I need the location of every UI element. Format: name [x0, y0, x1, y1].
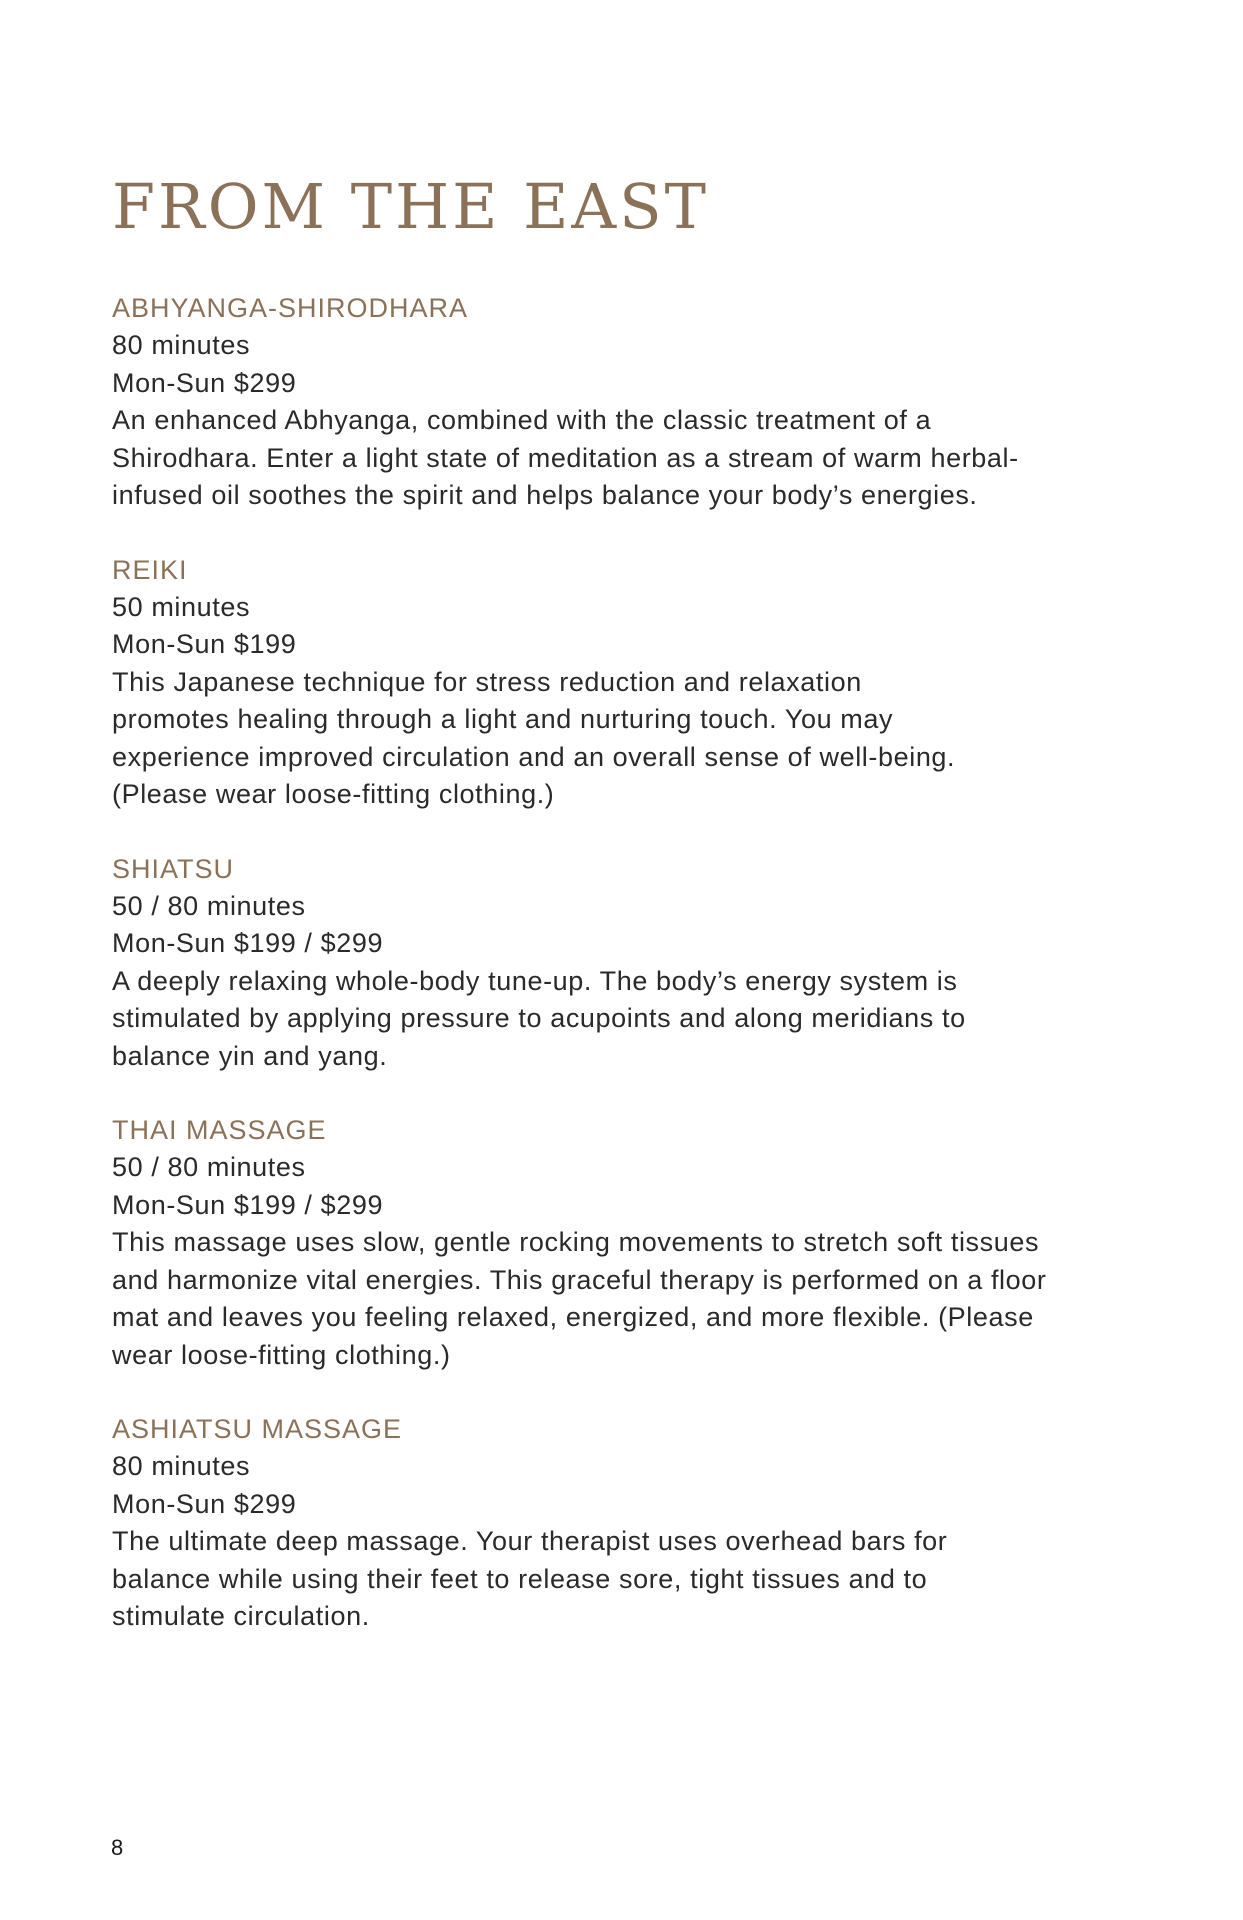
services-list	[112, 290, 1122, 1636]
description-line: Shirodhara. Enter a light state of meditation as a stream of warm herbal-	[112, 442, 1019, 473]
description-line: A deeply relaxing whole-body tune-up. The body’s energy system is	[112, 965, 958, 996]
description-line: mat and leaves you feeling relaxed, energized, and more flexible. (Please	[112, 1302, 1034, 1332]
service-price: Mon-Sun $199	[112, 629, 297, 659]
service-duration: 80 minutes	[112, 330, 251, 360]
service-abhyanga-shirodhara	[112, 290, 1122, 515]
service-price: Mon-Sun $299	[112, 367, 297, 398]
service-ashiatsu-massage	[112, 1411, 1122, 1636]
description-line: An enhanced Abhyanga, combined with the classic treatment of a	[112, 405, 932, 435]
service-name: THAI MASSAGE	[112, 1115, 327, 1145]
service-description	[112, 1224, 1122, 1374]
description-line: This massage uses slow, gentle rocking movements to stretch soft tissues	[112, 1227, 1040, 1257]
description-line: balance yin and yang.	[112, 1040, 388, 1071]
service-description	[112, 963, 1122, 1076]
service-name: ASHIATSU MASSAGE	[112, 1414, 403, 1444]
service-name: REIKI	[112, 554, 188, 585]
page-title: FROM THE EAST	[112, 170, 709, 243]
description-line: and harmonize vital energies. This graceful therapy is performed on a floor	[112, 1264, 1047, 1295]
service-description	[112, 664, 1122, 814]
service-name: ABHYANGA-SHIRODHARA	[112, 293, 469, 323]
page-number: 8	[111, 1835, 124, 1860]
service-duration: 80 minutes	[112, 1451, 251, 1481]
service-duration: 50 / 80 minutes	[112, 1152, 306, 1182]
description-line: The ultimate deep massage. Your therapist uses overhead bars for	[112, 1526, 948, 1556]
service-description	[112, 402, 1122, 515]
description-line: stimulate circulation.	[112, 1601, 370, 1631]
page-content	[112, 170, 1122, 1673]
description-line: balance while using their feet to release sore, tight tissues and to	[112, 1563, 928, 1594]
description-line: This Japanese technique for stress reduction and relaxation	[112, 666, 862, 697]
service-price: Mon-Sun $199 / $299	[112, 1189, 384, 1220]
service-price: Mon-Sun $299	[112, 1488, 297, 1519]
service-duration: 50 minutes	[112, 591, 251, 622]
description-line: wear loose-fitting clothing.)	[112, 1339, 451, 1370]
service-duration: 50 / 80 minutes	[112, 890, 306, 921]
description-line: infused oil soothes the spirit and helps balance your body’s energies.	[112, 480, 978, 510]
service-thai-massage	[112, 1112, 1122, 1374]
service-name: SHIATSU	[112, 853, 235, 884]
service-price: Mon-Sun $199 / $299	[112, 928, 384, 958]
service-reiki	[112, 552, 1122, 814]
description-line: promotes healing through a light and nurturing touch. You may	[112, 704, 894, 734]
description-line: experience improved circulation and an overall sense of well-being.	[112, 741, 956, 772]
service-description	[112, 1523, 1122, 1636]
description-line: (Please wear loose-fitting clothing.)	[112, 779, 555, 809]
description-line: stimulated by applying pressure to acupoints and along meridians to	[112, 1003, 966, 1033]
service-shiatsu	[112, 851, 1122, 1076]
